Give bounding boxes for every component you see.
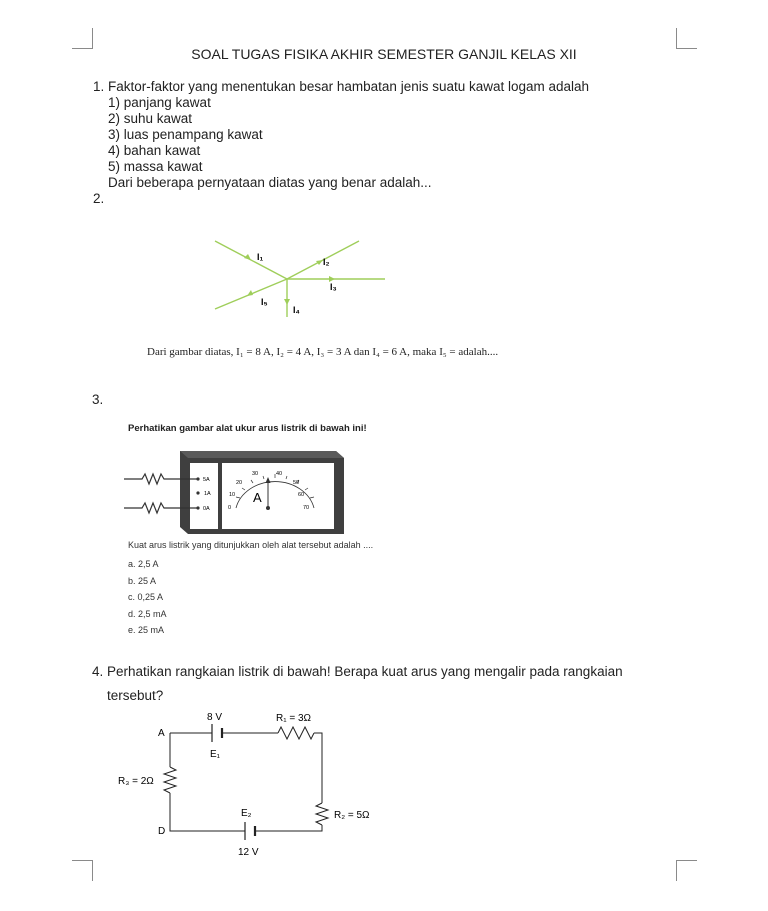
scale-20: 20 bbox=[236, 480, 243, 486]
scale-50: 50 bbox=[293, 480, 300, 486]
label-12v: 12 V bbox=[238, 847, 259, 858]
label-node-d: D bbox=[158, 826, 166, 837]
label-8v: 8 V bbox=[207, 712, 223, 723]
scale-40: 40 bbox=[276, 471, 283, 477]
current-label-i2: I₂ bbox=[323, 257, 330, 267]
scale-10: 10 bbox=[229, 492, 236, 498]
label-r3: R₃ = 2Ω bbox=[118, 776, 154, 787]
question-1-number: 1. bbox=[93, 79, 105, 94]
question-1-ask: Dari beberapa pernyataan diatas yang benar adalah... bbox=[108, 175, 432, 190]
option-b: b. 25 A bbox=[128, 575, 157, 586]
page-title: SOAL TUGAS FISIKA AKHIR SEMESTER GANJIL KELAS XII bbox=[191, 46, 577, 62]
question-3-ask: Kuat arus listrik yang ditunjukkan oleh alat tersebut adalah .... bbox=[128, 540, 374, 550]
circuit-diagram bbox=[110, 705, 410, 865]
question-1-item: 1) panjang kawat bbox=[108, 95, 211, 110]
question-4-line1: Perhatikan rangkaian listrik di bawah! Berapa kuat arus yang mengalir pada rangkaian bbox=[107, 664, 623, 679]
question-3-number: 3. bbox=[92, 392, 104, 407]
ammeter-figure bbox=[118, 446, 350, 538]
question-2-number: 2. bbox=[93, 191, 105, 206]
label-r1: R₁ = 3Ω bbox=[276, 713, 312, 724]
terminal-1a: 1A bbox=[204, 491, 211, 497]
label-r2: R₂ = 5Ω bbox=[334, 810, 370, 821]
option-a: a. 2,5 A bbox=[128, 559, 159, 569]
junction-diagram bbox=[205, 235, 395, 325]
current-label-i3: I₃ bbox=[330, 282, 337, 292]
question-1-item: 3) luas penampang kawat bbox=[108, 127, 263, 142]
label-e1: E₁ bbox=[210, 749, 221, 760]
current-label-i5: I₅ bbox=[261, 297, 268, 307]
question-3-options bbox=[128, 556, 167, 639]
scale-30: 30 bbox=[252, 471, 259, 477]
corner-mark-bottom-right bbox=[676, 860, 697, 881]
current-label-i4: I₄ bbox=[293, 305, 300, 315]
scale-60: 60 bbox=[298, 492, 305, 498]
question-2-text: Dari gambar diatas, I₁ = 8 A, I₂ = 4 A, I₃ = 3 A dan I₄ = 6 A, maka I₅ = adalah.... bbox=[147, 346, 499, 358]
question-1-item: 5) massa kawat bbox=[108, 159, 203, 174]
question-1-stem: Faktor-faktor yang menentukan besar hambatan jenis suatu kawat logam adalah bbox=[108, 79, 590, 94]
label-e2: E₂ bbox=[241, 808, 252, 819]
option-c: c. 0,25 A bbox=[128, 592, 164, 602]
question-4-line2: tersebut? bbox=[107, 688, 164, 703]
question-4 bbox=[92, 660, 692, 708]
terminal-5a: 5A bbox=[203, 477, 210, 483]
question-1-item: 4) bahan kawat bbox=[108, 143, 201, 158]
current-label-i1: I₁ bbox=[257, 252, 264, 262]
question-4-number: 4. bbox=[92, 664, 104, 679]
question-1 bbox=[93, 79, 713, 207]
question-1-item: 2) suhu kawat bbox=[108, 111, 193, 126]
question-3-heading: Perhatikan gambar alat ukur arus listrik di bawah ini! bbox=[128, 423, 367, 434]
scale-0: 0 bbox=[228, 505, 232, 511]
label-node-a: A bbox=[158, 728, 165, 739]
corner-mark-bottom-left bbox=[72, 860, 93, 881]
meter-unit: A bbox=[253, 490, 262, 505]
scale-70: 70 bbox=[303, 505, 310, 511]
terminal-0a: 0A bbox=[203, 506, 210, 512]
option-e: e. 25 mA bbox=[128, 625, 165, 635]
option-d: d. 2,5 mA bbox=[128, 608, 167, 619]
